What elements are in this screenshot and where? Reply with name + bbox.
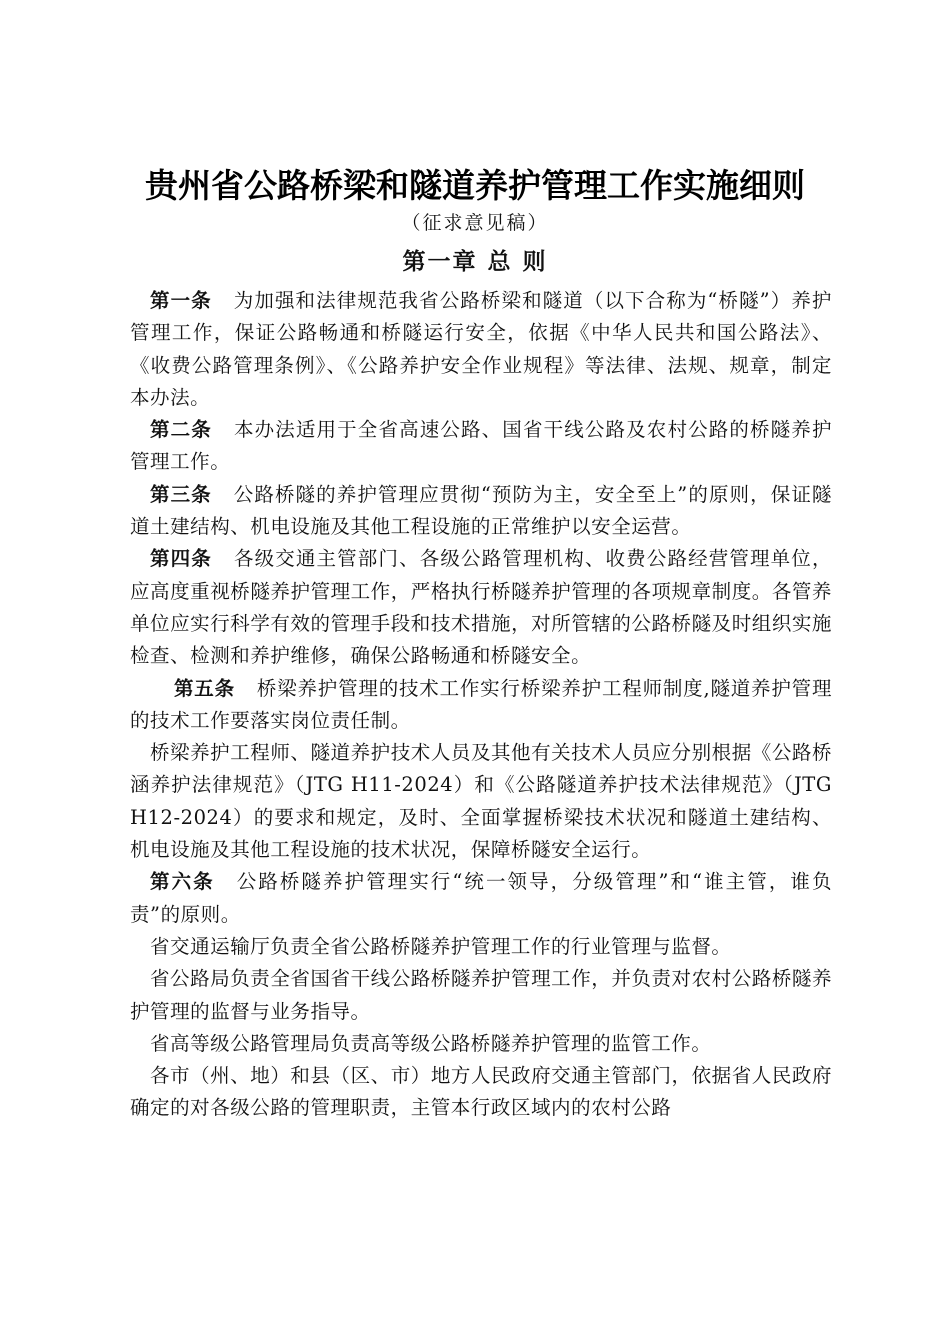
article-label: 第三条 — [150, 482, 212, 506]
document-title: 贵州省公路桥梁和隧道养护管理工作实施细则 — [145, 166, 805, 205]
article-label: 第六条 — [150, 870, 215, 894]
article-text: 桥梁养护管理的技术工作实行桥梁养护工程师制度,隧道养护管理的技术工作要落实岗位责任制。 — [130, 676, 832, 732]
article-text: 为加强和法律规范我省公路桥梁和隧道（以下合称为“桥隧”）养护管理工作，保证公路畅通和桥隧运行安全，依据《中华人民共和国公路法》、《收费公路管理条例》、《公路养护安全作业规程》等法律、法规、规章，制定本办法。 — [130, 289, 832, 409]
article-label: 第四条 — [150, 547, 212, 571]
article-3 — [130, 479, 832, 544]
article-label: 第二条 — [150, 418, 212, 442]
article-1 — [130, 285, 832, 414]
article-2 — [130, 414, 832, 479]
article-4 — [130, 543, 832, 672]
article-label: 第五条 — [174, 676, 235, 700]
document-subtitle: （征求意见稿） — [401, 212, 549, 234]
article-text: 公路桥隧养护管理实行“统一领导，分级管理”和“谁主管，谁负责”的原则。 — [130, 870, 832, 926]
body-paragraph: 省交通运输厅负责全省公路桥隧养护管理工作的行业管理与监督。 — [150, 934, 732, 958]
article-label: 第一条 — [150, 289, 212, 312]
chapter-heading: 第一章 总 则 — [402, 249, 548, 275]
article-text: 各级交通主管部门、各级公路管理机构、收费公路经营管理单位，应高度重视桥隧养护管理工作，严格执行桥隧养护管理的各项规章制度。各管养单位应实行科学有效的管理手段和技术措施，对所管辖的公路桥隧及时组织实施检查、检测和养护维修，确保公路畅通和桥隧安全。 — [130, 547, 832, 668]
article-6 — [130, 866, 832, 931]
article-text: 本办法适用于全省高速公路、国省干线公路及农村公路的桥隧养护管理工作。 — [130, 418, 832, 474]
body-paragraph: 各市（州、地）和县（区、市）地方人民政府交通主管部门，依据省人民政府确定的对各级公路的管理职责，主管本行政区域内的农村公路 — [130, 1064, 832, 1120]
document-body — [130, 285, 832, 1125]
article-5 — [130, 673, 832, 738]
article-text: 公路桥隧的养护管理应贯彻“预防为主，安全至上”的原则，保证隧道土建结构、机电设施及其他工程设施的正常维护以安全运营。 — [130, 482, 832, 539]
body-paragraph: 省高等级公路管理局负责高等级公路桥隧养护管理的监管工作。 — [150, 1031, 712, 1055]
body-paragraph: 省公路局负责全省国省干线公路桥隧养护管理工作，并负责对农村公路桥隧养护管理的监督与业务指导。 — [130, 967, 832, 1023]
body-paragraph: 桥梁养护工程师、隧道养护技术人员及其他有关技术人员应分别根据《公路桥涵养护法律规范》（JTG H11-2024）和《公路隧道养护技术法律规范》（JTG H12-2024）的要求和规定，及时、全面掌握桥梁技术状况和隧道土建结构、机电设施及其他工程设施的技术状况，保障桥隧安全运行。 — [130, 741, 832, 862]
